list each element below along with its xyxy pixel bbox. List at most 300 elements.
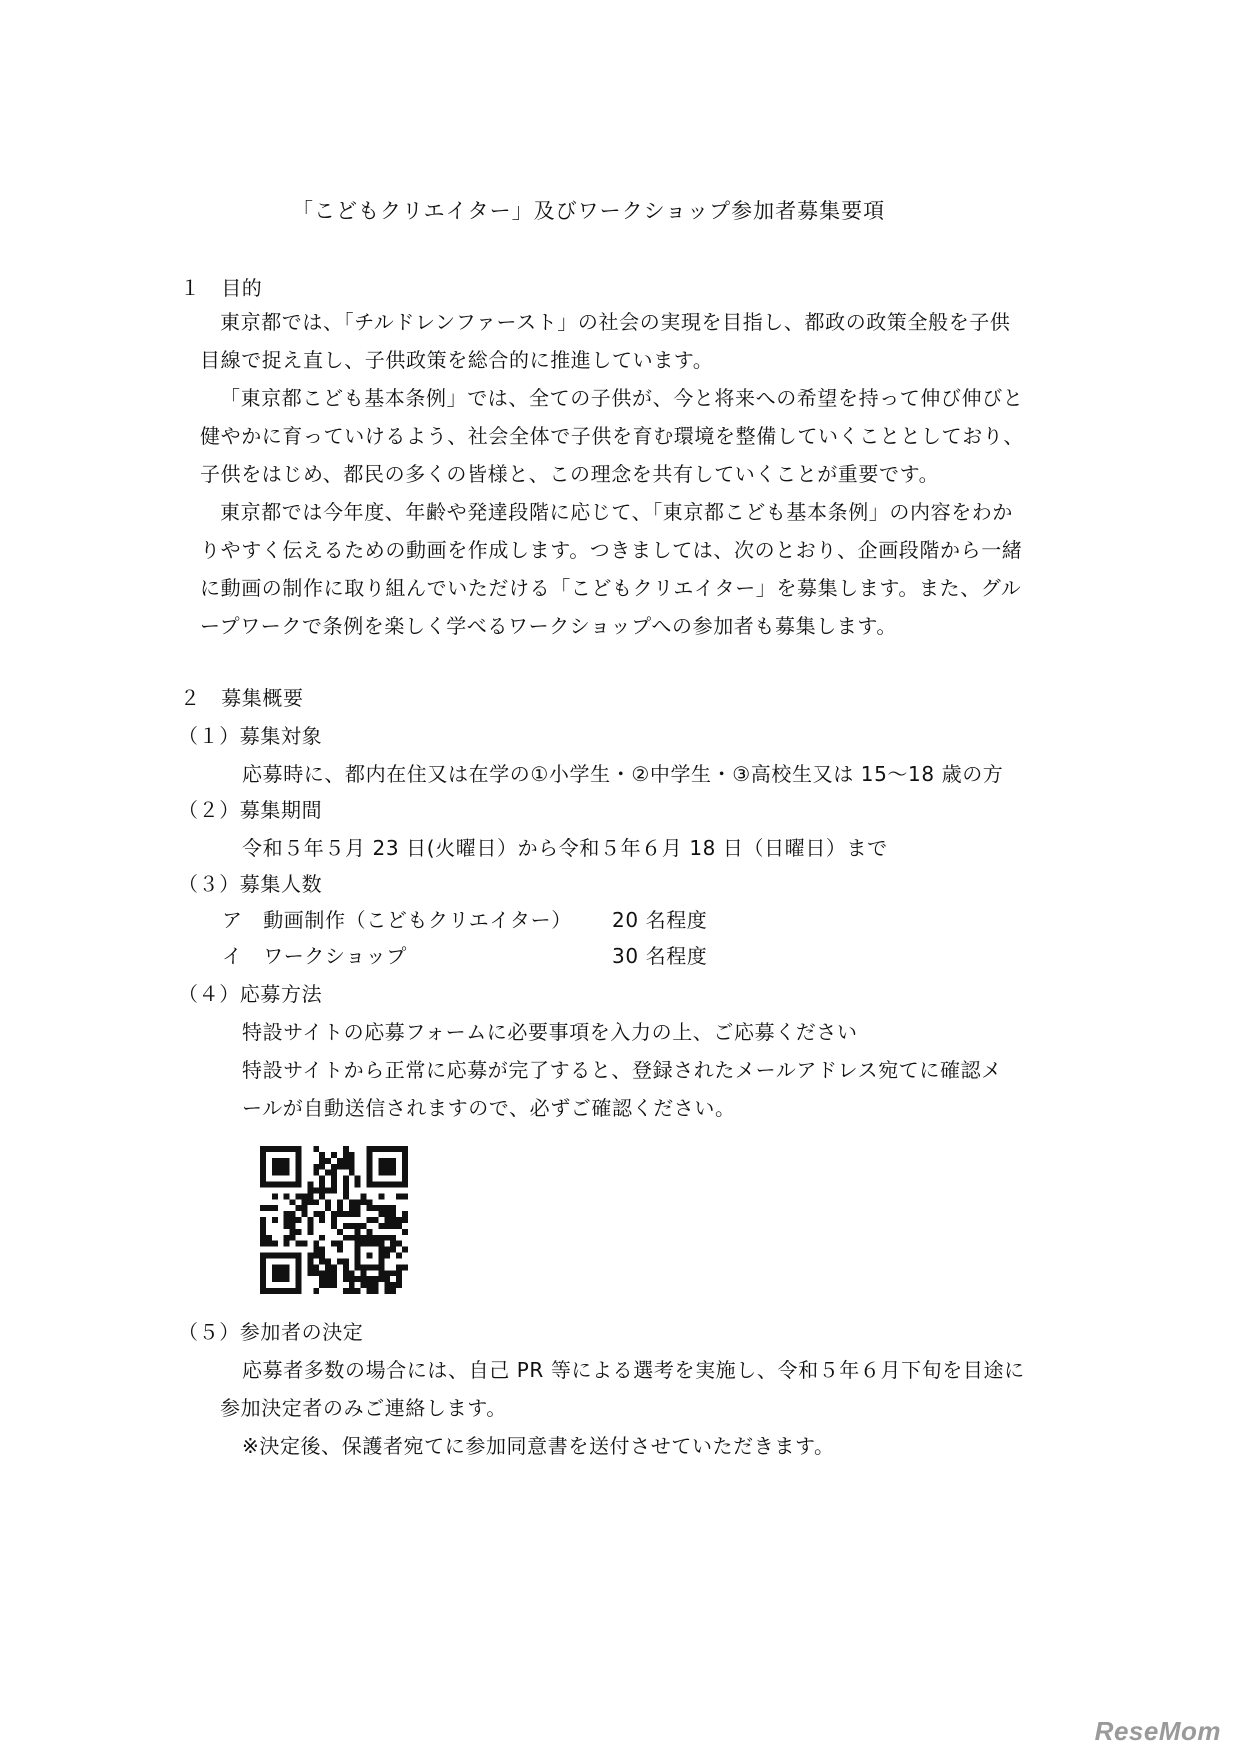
qr-module (355, 1253, 361, 1259)
qr-module (402, 1182, 408, 1188)
qr-module (284, 1264, 290, 1270)
qr-module (384, 1146, 390, 1152)
qr-module (402, 1211, 408, 1217)
qr-module (260, 1217, 266, 1223)
qr-module (337, 1158, 343, 1164)
qr-module (367, 1264, 373, 1270)
qr-module (384, 1276, 390, 1282)
qr-module (296, 1217, 302, 1223)
qr-module (284, 1276, 290, 1282)
qr-module (367, 1217, 373, 1223)
qr-module (296, 1282, 302, 1288)
qr-module (337, 1205, 343, 1211)
s1-p3-line1: 東京都では今年度、年齢や発達段階に応じて、「東京都こども基本条例」の内容をわか (220, 500, 1013, 524)
qr-module (384, 1247, 390, 1253)
qr-module (367, 1282, 373, 1288)
qr-module (343, 1264, 349, 1270)
qr-module (290, 1235, 296, 1241)
qr-module (284, 1288, 290, 1294)
qr-module (396, 1146, 402, 1152)
qr-module (319, 1282, 325, 1288)
qr-module (337, 1199, 343, 1205)
qr-module (378, 1223, 384, 1229)
qr-module (296, 1205, 302, 1211)
s1-p1-line2: 目線で捉え直し、子供政策を総合的に推進しています。 (200, 348, 714, 372)
qr-module (378, 1264, 384, 1270)
qr-module (361, 1241, 367, 1247)
s2-subheading-target: （１）募集対象 (178, 724, 323, 748)
qr-module (372, 1241, 378, 1247)
qr-module (307, 1270, 313, 1276)
qr-module (301, 1193, 307, 1199)
s2-target-text: 応募時に、都内在住又は在学の①小学生・②中学生・③高校生又は 15～18 歳の方 (242, 762, 1004, 786)
qr-module (343, 1182, 349, 1188)
qr-module (396, 1223, 402, 1229)
qr-module (313, 1170, 319, 1176)
s2-method-line1: 特設サイトの応募フォームに必要事項を入力の上、ご応募ください (242, 1020, 858, 1044)
qr-module (396, 1253, 402, 1259)
qr-module (396, 1193, 402, 1199)
qr-module (272, 1193, 278, 1199)
qr-module (301, 1199, 307, 1205)
qr-module (355, 1229, 361, 1235)
qr-module (331, 1276, 337, 1282)
qr-module (384, 1170, 390, 1176)
qr-module (396, 1241, 402, 1247)
qr-module (284, 1158, 290, 1164)
qr-module (325, 1264, 331, 1270)
qr-module (278, 1264, 284, 1270)
qr-module (278, 1158, 284, 1164)
qr-module (296, 1152, 302, 1158)
qr-module (402, 1170, 408, 1176)
qr-module (390, 1146, 396, 1152)
qr-module (390, 1170, 396, 1176)
qr-module (378, 1247, 384, 1253)
qr-module (343, 1235, 349, 1241)
qr-module (331, 1217, 337, 1223)
qr-module (313, 1253, 319, 1259)
s2-period-text: 令和５年５月 23 日(火曜日）から令和５年６月 18 日（日曜日）まで (242, 836, 888, 860)
qr-module (290, 1229, 296, 1235)
qr-module (361, 1264, 367, 1270)
qr-module (390, 1217, 396, 1223)
qr-module (278, 1270, 284, 1276)
qr-module (361, 1193, 367, 1199)
qr-module (331, 1182, 337, 1188)
qr-module (378, 1270, 384, 1276)
qr-module (367, 1152, 373, 1158)
qr-module (260, 1152, 266, 1158)
qr-module (343, 1193, 349, 1199)
qr-module (378, 1193, 384, 1199)
qr-module (390, 1282, 396, 1288)
qr-module (296, 1276, 302, 1282)
qr-module (307, 1193, 313, 1199)
qr-module (343, 1270, 349, 1276)
qr-module (390, 1235, 396, 1241)
qr-module (402, 1247, 408, 1253)
qr-module (337, 1258, 343, 1264)
qr-module (367, 1146, 373, 1152)
qr-module (361, 1235, 367, 1241)
qr-module (296, 1258, 302, 1264)
qr-module (402, 1152, 408, 1158)
qr-module (266, 1205, 272, 1211)
s1-p2-line1: 「東京都こども基本条例」では、全ての子供が、今と将来への希望を持って伸び伸びと (220, 386, 1024, 410)
qr-module (272, 1276, 278, 1282)
qr-module (372, 1235, 378, 1241)
s2-method-line3: ールが自動送信されますので、必ずご確認ください。 (242, 1096, 736, 1120)
qr-module (396, 1276, 402, 1282)
qr-module (319, 1193, 325, 1199)
qr-module (349, 1152, 355, 1158)
qr-module (367, 1170, 373, 1176)
s1-p2-line3: 子供をはじめ、都民の多くの皆様と、この理念を共有していくことが重要です。 (200, 462, 940, 486)
qr-module (325, 1158, 331, 1164)
qr-module (372, 1276, 378, 1282)
qr-module (307, 1187, 313, 1193)
qr-module (343, 1276, 349, 1282)
s2-count-item-label: イ ワークショップ (222, 944, 407, 968)
qr-module (349, 1235, 355, 1241)
qr-module (278, 1182, 284, 1188)
qr-module (284, 1182, 290, 1188)
qr-module (367, 1276, 373, 1282)
qr-module (307, 1199, 313, 1205)
qr-module (260, 1229, 266, 1235)
qr-module (355, 1176, 361, 1182)
qr-module (260, 1205, 266, 1211)
qr-module (278, 1146, 284, 1152)
qr-module (355, 1288, 361, 1294)
qr-module (307, 1229, 313, 1235)
qr-module (396, 1182, 402, 1188)
qr-module (272, 1164, 278, 1170)
s1-p1-line1: 東京都では、「チルドレンファースト」の社会の実現を目指し、都政の政策全般を子供 (220, 310, 1011, 334)
qr-module (384, 1205, 390, 1211)
qr-module (272, 1288, 278, 1294)
qr-module (384, 1282, 390, 1288)
s2-decision-line2: 参加決定者のみご連絡します。 (220, 1396, 507, 1420)
qr-module (331, 1164, 337, 1170)
qr-module (325, 1270, 331, 1276)
qr-module (313, 1241, 319, 1247)
qr-module (319, 1182, 325, 1188)
qr-module (355, 1205, 361, 1211)
qr-module (272, 1146, 278, 1152)
qr-module (372, 1288, 378, 1294)
qr-module (260, 1253, 266, 1259)
qr-module (296, 1193, 302, 1199)
qr-module (396, 1282, 402, 1288)
qr-module (384, 1211, 390, 1217)
qr-module (284, 1235, 290, 1241)
qr-module (384, 1217, 390, 1223)
qr-module (378, 1170, 384, 1176)
qr-module (349, 1276, 355, 1282)
s1-p2-line2: 健やかに育っていけるよう、社会全体で子供を育む環境を整備していくこととしており、 (200, 424, 1024, 448)
qr-module (260, 1182, 266, 1188)
qr-module (296, 1164, 302, 1170)
qr-module (260, 1223, 266, 1229)
qr-module (367, 1164, 373, 1170)
s2-decision-note: ※決定後、保護者宛てに参加同意書を送付させていただきます。 (242, 1434, 835, 1458)
qr-module (260, 1235, 266, 1241)
s2-decision-line1: 応募者多数の場合には、自己 PR 等による選考を実施し、令和５年６月下旬を目途に (242, 1358, 1025, 1382)
qr-module (266, 1288, 272, 1294)
qr-module (355, 1235, 361, 1241)
qr-module (378, 1253, 384, 1259)
s2-subheading-period: （２）募集期間 (178, 798, 323, 822)
qr-module (390, 1288, 396, 1294)
qr-module (367, 1235, 373, 1241)
qr-module (260, 1276, 266, 1282)
qr-module (390, 1241, 396, 1247)
qr-module (266, 1146, 272, 1152)
qr-module (266, 1253, 272, 1259)
qr-module (290, 1199, 296, 1205)
qr-module (260, 1170, 266, 1176)
qr-module (355, 1182, 361, 1188)
s2-method-line2: 特設サイトから正常に応募が完了すると、登録されたメールアドレス宛てに確認メ (242, 1058, 1002, 1082)
qr-module (260, 1176, 266, 1182)
qr-module (378, 1158, 384, 1164)
qr-module (343, 1146, 349, 1152)
qr-module (337, 1229, 343, 1235)
qr-module (319, 1152, 325, 1158)
qr-module (307, 1264, 313, 1270)
qr-module (266, 1182, 272, 1188)
qr-module (319, 1235, 325, 1241)
qr-module (260, 1270, 266, 1276)
qr-module (278, 1164, 284, 1170)
qr-module (390, 1182, 396, 1188)
qr-module (296, 1270, 302, 1276)
resemom-watermark: ReseMom (1094, 1716, 1221, 1746)
qr-module (307, 1253, 313, 1259)
qr-module (278, 1276, 284, 1282)
qr-module (331, 1187, 337, 1193)
qr-module (319, 1158, 325, 1164)
qr-module (349, 1282, 355, 1288)
qr-module (278, 1288, 284, 1294)
qr-module (296, 1182, 302, 1188)
qr-module (384, 1223, 390, 1229)
qr-module (278, 1170, 284, 1176)
qr-module (331, 1176, 337, 1182)
qr-module (361, 1199, 367, 1205)
qr-module (290, 1182, 296, 1188)
qr-module (272, 1253, 278, 1259)
qr-module (272, 1182, 278, 1188)
qr-module (307, 1182, 313, 1188)
qr-module (331, 1270, 337, 1276)
qr-module (307, 1223, 313, 1229)
qr-module (290, 1223, 296, 1229)
qr-module (278, 1253, 284, 1259)
qr-module (367, 1176, 373, 1182)
qr-module (343, 1158, 349, 1164)
qr-module (319, 1270, 325, 1276)
qr-module (355, 1211, 361, 1217)
qr-module (349, 1205, 355, 1211)
qr-module (349, 1270, 355, 1276)
qr-module (313, 1270, 319, 1276)
qr-module (378, 1241, 384, 1247)
qr-module (402, 1264, 408, 1270)
qr-module (284, 1217, 290, 1223)
qr-module (290, 1146, 296, 1152)
qr-module (402, 1176, 408, 1182)
qr-module (355, 1264, 361, 1270)
qr-module (378, 1276, 384, 1282)
qr-module (402, 1146, 408, 1152)
qr-module (367, 1253, 373, 1259)
qr-module (284, 1253, 290, 1259)
qr-module (319, 1253, 325, 1259)
qr-module (349, 1288, 355, 1294)
qr-module (272, 1217, 278, 1223)
qr-module (378, 1205, 384, 1211)
qr-module (337, 1247, 343, 1253)
qr-module (343, 1223, 349, 1229)
qr-module (402, 1217, 408, 1223)
s2-subheading-method: （４）応募方法 (178, 982, 323, 1006)
qr-module (355, 1241, 361, 1247)
qr-module (296, 1158, 302, 1164)
qr-module (313, 1199, 319, 1205)
qr-module (402, 1164, 408, 1170)
qr-module (272, 1241, 278, 1247)
qr-module (396, 1217, 402, 1223)
qr-module (331, 1152, 337, 1158)
qr-module (331, 1170, 337, 1176)
qr-module (361, 1276, 367, 1282)
qr-module (390, 1270, 396, 1276)
qr-module (319, 1247, 325, 1253)
qr-module (313, 1164, 319, 1170)
qr-module (290, 1217, 296, 1223)
section-1-heading: １ 目的 (180, 276, 263, 300)
qr-module (337, 1164, 343, 1170)
qr-module (402, 1229, 408, 1235)
qr-module (284, 1146, 290, 1152)
qr-module (343, 1152, 349, 1158)
qr-module (396, 1264, 402, 1270)
qr-module (284, 1241, 290, 1247)
qr-module (390, 1158, 396, 1164)
qr-module (343, 1164, 349, 1170)
qr-module (372, 1282, 378, 1288)
qr-module (266, 1241, 272, 1247)
qr-module (355, 1199, 361, 1205)
qr-module (367, 1241, 373, 1247)
qr-module (390, 1247, 396, 1253)
s2-count-item-value: 20 名程度 (612, 908, 708, 932)
qr-module (296, 1170, 302, 1176)
qr-module (296, 1146, 302, 1152)
qr-module (343, 1258, 349, 1264)
qr-module (378, 1211, 384, 1217)
s1-p3-line2: りやすく伝えるための動画を作成します。つきましては、次のとおり、企画段階から一緒 (200, 538, 1023, 562)
qr-module (319, 1258, 325, 1264)
qr-module (301, 1211, 307, 1217)
qr-module (290, 1288, 296, 1294)
qr-module (319, 1217, 325, 1223)
s1-p3-line3: に動画の制作に取り組んでいただける「こどもクリエイター」を募集します。また、グル (200, 576, 1022, 600)
qr-module (384, 1253, 390, 1259)
qr-module (296, 1229, 302, 1235)
qr-module (337, 1241, 343, 1247)
qr-module (260, 1258, 266, 1264)
qr-module (378, 1146, 384, 1152)
document-title: 「こどもクリエイター」及びワークショップ参加者募集要項 (292, 199, 886, 223)
qr-module (378, 1235, 384, 1241)
qr-module (313, 1187, 319, 1193)
qr-module (349, 1164, 355, 1170)
qr-module (343, 1211, 349, 1217)
qr-module (290, 1211, 296, 1217)
qr-module (325, 1282, 331, 1288)
qr-module (319, 1211, 325, 1217)
qr-module (325, 1276, 331, 1282)
qr-module (361, 1223, 367, 1229)
qr-module (313, 1247, 319, 1253)
qr-code[interactable] (260, 1146, 408, 1294)
qr-module (290, 1253, 296, 1259)
qr-module (390, 1205, 396, 1211)
qr-module (355, 1247, 361, 1253)
qr-module (272, 1205, 278, 1211)
qr-module (313, 1288, 319, 1294)
qr-module (260, 1158, 266, 1164)
qr-module (402, 1193, 408, 1199)
qr-module (378, 1164, 384, 1170)
qr-module (284, 1211, 290, 1217)
qr-module (372, 1146, 378, 1152)
qr-module (367, 1199, 373, 1205)
qr-module (367, 1158, 373, 1164)
qr-module (349, 1158, 355, 1164)
qr-module (396, 1270, 402, 1276)
qr-module (325, 1199, 331, 1205)
qr-module (307, 1217, 313, 1223)
qr-module (272, 1264, 278, 1270)
qr-module (301, 1205, 307, 1211)
qr-module (367, 1205, 373, 1211)
qr-module (325, 1205, 331, 1211)
qr-module (384, 1158, 390, 1164)
qr-module (361, 1270, 367, 1276)
qr-module (284, 1223, 290, 1229)
qr-module (349, 1199, 355, 1205)
qr-module (319, 1164, 325, 1170)
qr-module (296, 1241, 302, 1247)
qr-module (331, 1282, 337, 1288)
qr-module (343, 1187, 349, 1193)
qr-module (372, 1264, 378, 1270)
qr-module (284, 1270, 290, 1276)
qr-module (260, 1241, 266, 1247)
qr-module (372, 1205, 378, 1211)
s2-count-item-label: ア 動画制作（こどもクリエイター） (222, 908, 572, 932)
qr-module (337, 1211, 343, 1217)
qr-module (296, 1176, 302, 1182)
qr-module (402, 1158, 408, 1164)
qr-module (284, 1193, 290, 1199)
qr-module (260, 1288, 266, 1294)
